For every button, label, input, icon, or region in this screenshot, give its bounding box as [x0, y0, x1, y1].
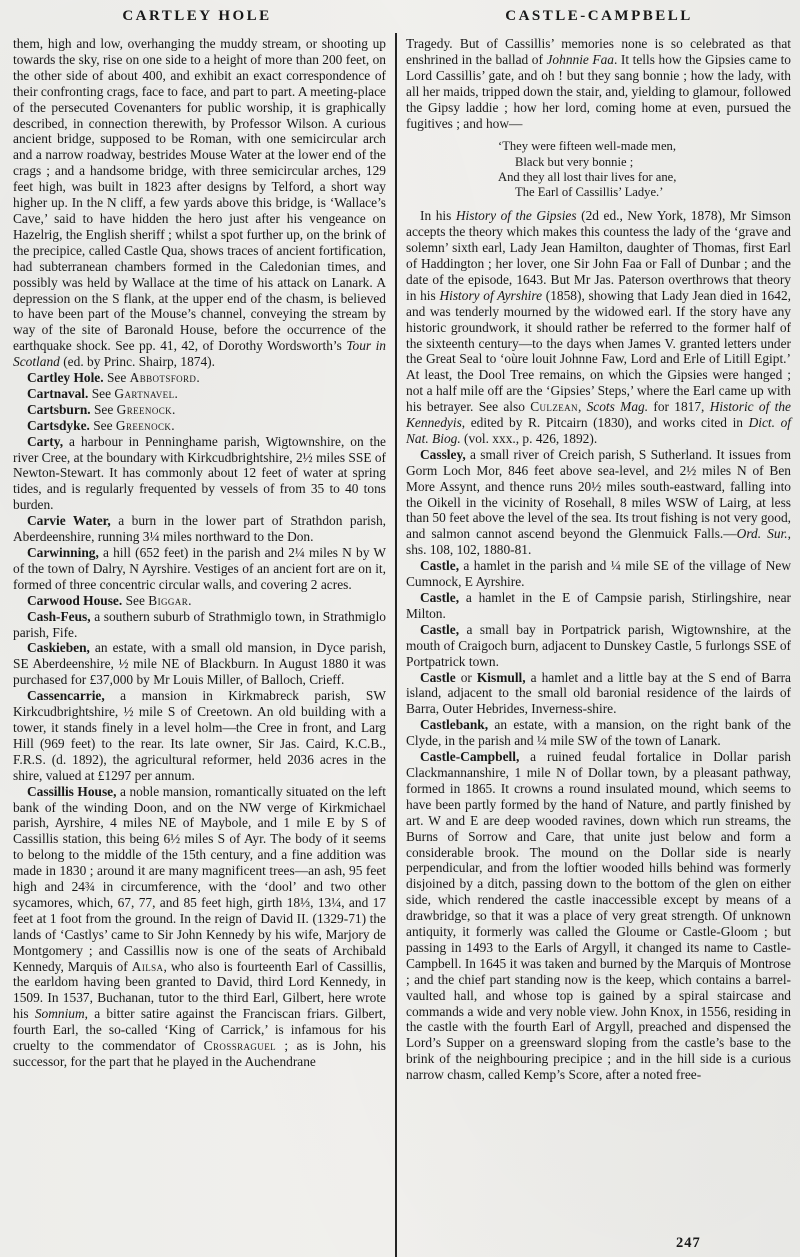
left-column — [0, 33, 395, 1257]
entry-cassencarrie: Cassencarrie, a mansion in Kirkmabreck parish, SW Kirkcudbrightshire, ½ mile S of Creetown. An old building with a tower, it stands finely in a level holm—the Cree in front, and Larg Hill (969 feet) to the rear. Its late owner, Sir Jas. Caird, K.C.B., F.R.S. (d. 1892), the agricultural reformer, held 2036 acres in the shire, valued at £1297 per annum. — [13, 688, 386, 783]
entry-carty: Carty, a harbour in Penninghame parish, Wigtownshire, on the river Cree, at the boundary with Kirkcudbrightshire, 2½ miles SSE of Newton-Stewart. It has commonly about 12 feet of water at spring tides, and is regularly frequented by vessels of from 35 to 40 tons burden. — [13, 433, 387, 513]
entry-carwinning: Carwinning, a hill (652 feet) in the parish and 2¼ miles N by W of the town of Dalry, N Ayrshire. Vestiges of an ancient fort are on it, formed of three concentric circular walls, and covering 2 acres. — [13, 545, 386, 592]
entry-caskieben: Caskieben, an estate, with a small old mansion, in Dyce parish, SE Aberdeenshire, ½ mile NE of Blackburn. In August 1880 it was purchased for £37,000 by Mr Louis Miller, of Balloch, Crieff. — [13, 640, 386, 688]
entry-castle-campsie: Castle, a hamlet in the E of Campsie parish, Stirlingshire, near Milton. — [406, 590, 791, 621]
entry-cash-feus: Cash-Feus, a southern suburb of Strathmiglo town, in Strathmiglo parish, Fife. — [13, 608, 386, 640]
continuation-cassillis-text: Tragedy. But of Cassillis’ memories none is so celebrated as that enshrined in the ballad of Johnnie Faa. It tells how the Gipsies came to Lord Cassillis’ gate, and oh ! but they sang bonnie ; how the lady, with all her maids, tripped down the stair, and, yielding to glamour, followed the Gipsy laddie ; how her lord, coming home at even, pursued the fugitives ; and how— — [406, 36, 791, 131]
para-history-of-the-gipsies: In his History of the Gipsies (2d ed., New York, 1878), Mr Simson accepts the theory which makes this countess the lady of the ‘grave and solemn’ sixth earl, Lady Jean Hamilton, daughter of Thomas, first Earl of Haddington ; her lover, one Sir John Faa or Fall of Dunbar ; and the date of the episode, 1643. But Mr Jas. Paterson overthrows that theory in his History of Ayrshire (1858), showing that Lady Jean died in 1642, and was tenderly mourned by the widowed earl. If the story have any historic groundwork, it should rather be referred to the former half of the sixteenth century—to the days when James V. granted letters under the Great Seal to ‘oùre louit Johnne Faw, Lord and Erle of Litill Egipt.’ At least, the Dool Tree remains, on which the Gipsies were hanged ; not a half mile off are the ‘Gipsies’ Steps,’ where the Earl came up with his betrayer. See also Culzean, Scots Mag. for 1817, Historic of the Kennedyis, edited by R. Pitcairn (1830), and works cited in Dict. of Nat. Biog. (vol. xxx., p. 426, 1892). — [406, 208, 791, 446]
entry-carvie-water: Carvie Water, a burn in the lower part of Strathdon parish, Aberdeenshire, running 3¼ miles northward to the Don. — [13, 513, 386, 545]
entry-cartsburn: Cartsburn. See Greenock. — [27, 401, 176, 417]
entry-castle-portpatrick: Castle, a small bay in Portpatrick parish, Wigtownshire, at the mouth of Craigoch burn, adjacent to Dunskey Castle, 5 furlongs SSE of Portpatrick town. — [406, 621, 791, 669]
verse-line: Black but very bonnie ; — [515, 154, 634, 169]
entry-cassillis-house: Cassillis House, a noble mansion, romantically situated on the left bank of the winding Doon, and on the NW verge of Kirkmichael parish, Ayrshire, 4 miles NE of Maybole, and 1 mile E by S of Cassillis station, this being 6½ miles S of Ayr. The body of it seems to belong to the middle of the 15th century, and a fine addition was made in 1830 ; around it are many magnificent trees—an ash, 95 feet high and 24¾ in circumference, with the ‘dool’ and two other sycamores, which, 67, 77, and 85 feet high, girth 18⅓, 13¼, and 17 feet at 1 foot from the ground. In the reign of David II. (1329-71) the lands of ‘Castlys’ came to Sir John Kennedy by his wife, Marjory de Montgomery ; and Cassillis now is one of the seats of Archibald Kennedy, Marquis of Ailsa, who also is fourteenth Earl of Cassillis, the earldom having been granted to David, third Lord Kennedy, in 1509. In 1537, Buchanan, tutor to the third Earl, Gilbert, here wrote his Somnium, a bitter satire against the Franciscan friars. Gilbert, fourth Earl, the so-called ‘King of Carrick,’ is infamous for his cruelty to the commendator of Crossraguel ; as is John, his successor, for the part that he played in the Auchendrane — [13, 783, 386, 1069]
text-body — [0, 33, 800, 1257]
entry-cartley-hole: Cartley Hole. See Abbotsford. — [27, 370, 200, 386]
verse-quote — [498, 139, 791, 200]
entry-castle-or-kismull: Castle or Kismull, a hamlet and a little bay at the S end of Barra island, adjacent to the small old baronial residence of the lairds of Barra, Outer Hebrides, Inverness-shire. — [406, 669, 792, 717]
page-number: 247 — [676, 1235, 701, 1251]
verse-line: And they all lost thair lives for ane, — [498, 169, 677, 184]
entry-castlebank: Castlebank, an estate, with a mansion, on the right bank of the Clyde, in the parish and ¼ mile SW of the town of Lanark. — [406, 717, 791, 749]
running-head-right: CASTLE-CAMPBELL — [505, 8, 693, 24]
entry-cartnaval: Cartnaval. See Gartnavel. — [27, 385, 178, 401]
running-head-left: CARTLEY HOLE — [122, 8, 272, 24]
entry-cassley: Cassley, a small river of Creich parish, S Sutherland. It issues from Gorm Loch Mor, 846 feet above sea-level, and 2½ miles N of Ben More Assynt, and thence runs 20½ miles south-eastward, falling into the Oikell in the vicinity of Rosehall, 8 miles WSW of Lairg, at less than 50 feet above the level of the sea. Its trout fishing is not very good, and salmon cannot ascend beyond the Glenmuick Falls.—Ord. Sur., shs. 108, 102, 1880-81. — [406, 446, 791, 558]
entry-cartsdyke: Cartsdyke. See Greenock. — [27, 417, 175, 433]
entry-castle-new-cumnock: Castle, a hamlet in the parish and ¼ mile SE of the village of New Cumnock, E Ayrshire. — [406, 558, 791, 590]
right-column — [395, 33, 800, 1257]
entry-carwood-house: Carwood House. See Biggar. — [27, 592, 192, 608]
verse-line: The Earl of Cassillis’ Ladye.’ — [515, 185, 664, 200]
continuation-cartley-hole-text: them, high and low, overhanging the muddy stream, or shooting up towards the sky, rise on one side to a height of more than 200 feet, on the other side of about 400, and exhibit an exact correspondence of their confronting crags, face to face, and part to part. A meeting-place of the persecuted Covenanters for public worship, it is graphically described, in connection therewith, by Professor Wilson. A curious ancient bridge, supposed to be Roman, with one semicircular arch and a narrow roadway, bestrides Mouse Water at the lower end of the crags ; and a handsome bridge, with three semicircular arches, 129 feet high, was built in 1823 after designs by Telford, a short way higher up. In the N cliff, a few yards above this bridge, is ‘Wallace’s Cave,’ said to have hidden the hero just after his vengeance on Hazelrig, the English sheriff ; whilst a spot further up, on the brink of the precipice, called Castle Qua, shows traces of ancient fortification, had subterranean chambers formed in the Caledonian times, and possibly was held by Wallace at the time of his attack on Lanark. A depression on the S flank, at the upper end of the chasm, is believed to have been part of the Mouse’s channel, conveying the stream by way of the site of Baronald House, before the occurrence of the earthquake shock. See pp. 41, 42, of Dorothy Wordsworth’s Tour in Scotland (ed. by Princ. Shairp, 1874). — [13, 36, 387, 370]
verse-line: ‘They were fifteen well-made men, — [498, 139, 676, 154]
entry-castle-campbell: Castle-Campbell, a ruined feudal fortalice in Dollar parish Clackmannanshire, 1 mile N of Dollar town, by a pleasant pathway, formed in 1865. It crowns a round insulated mound, which seems to have been partly formed by the hand of Nature, and partly finished by art. W and E are deep wooded ravines, down which run streams, the Burns of Sorrow and Care, that unite just below and form a considerable brook. The mound on the Dollar side is nearly perpendicular, and from the loftier wooded hills behind was formerly disjoined by a ditch, passing down to the bottom of the glen on either side, which rendered the castle inaccessible except by means of a drawbridge, so that it was a place of very great strength. Of unknown antiquity, it formerly was called the Gloume or Castle-Gloom ; but passing in 1493 to the Earls of Argyll, it changed its name to Castle-Campbell. In 1645 it was taken and burned by the Marquis of Montrose ; and the chief part standing now is the keep, which contains a barrel-vaulted hall, and whose top is gained by a spiral staircase and commands a wide and very noble view. John Knox, in 1556, residing in the castle with the fourth Earl of Argyll, preached and dispensed the Lord’s Supper on a greensward sloping from the castle’s base to the brink of the neighbouring precipice ; and in the hill side is a curious narrow chasm, called Kemp’s Score, after a noted free- — [406, 749, 791, 1083]
